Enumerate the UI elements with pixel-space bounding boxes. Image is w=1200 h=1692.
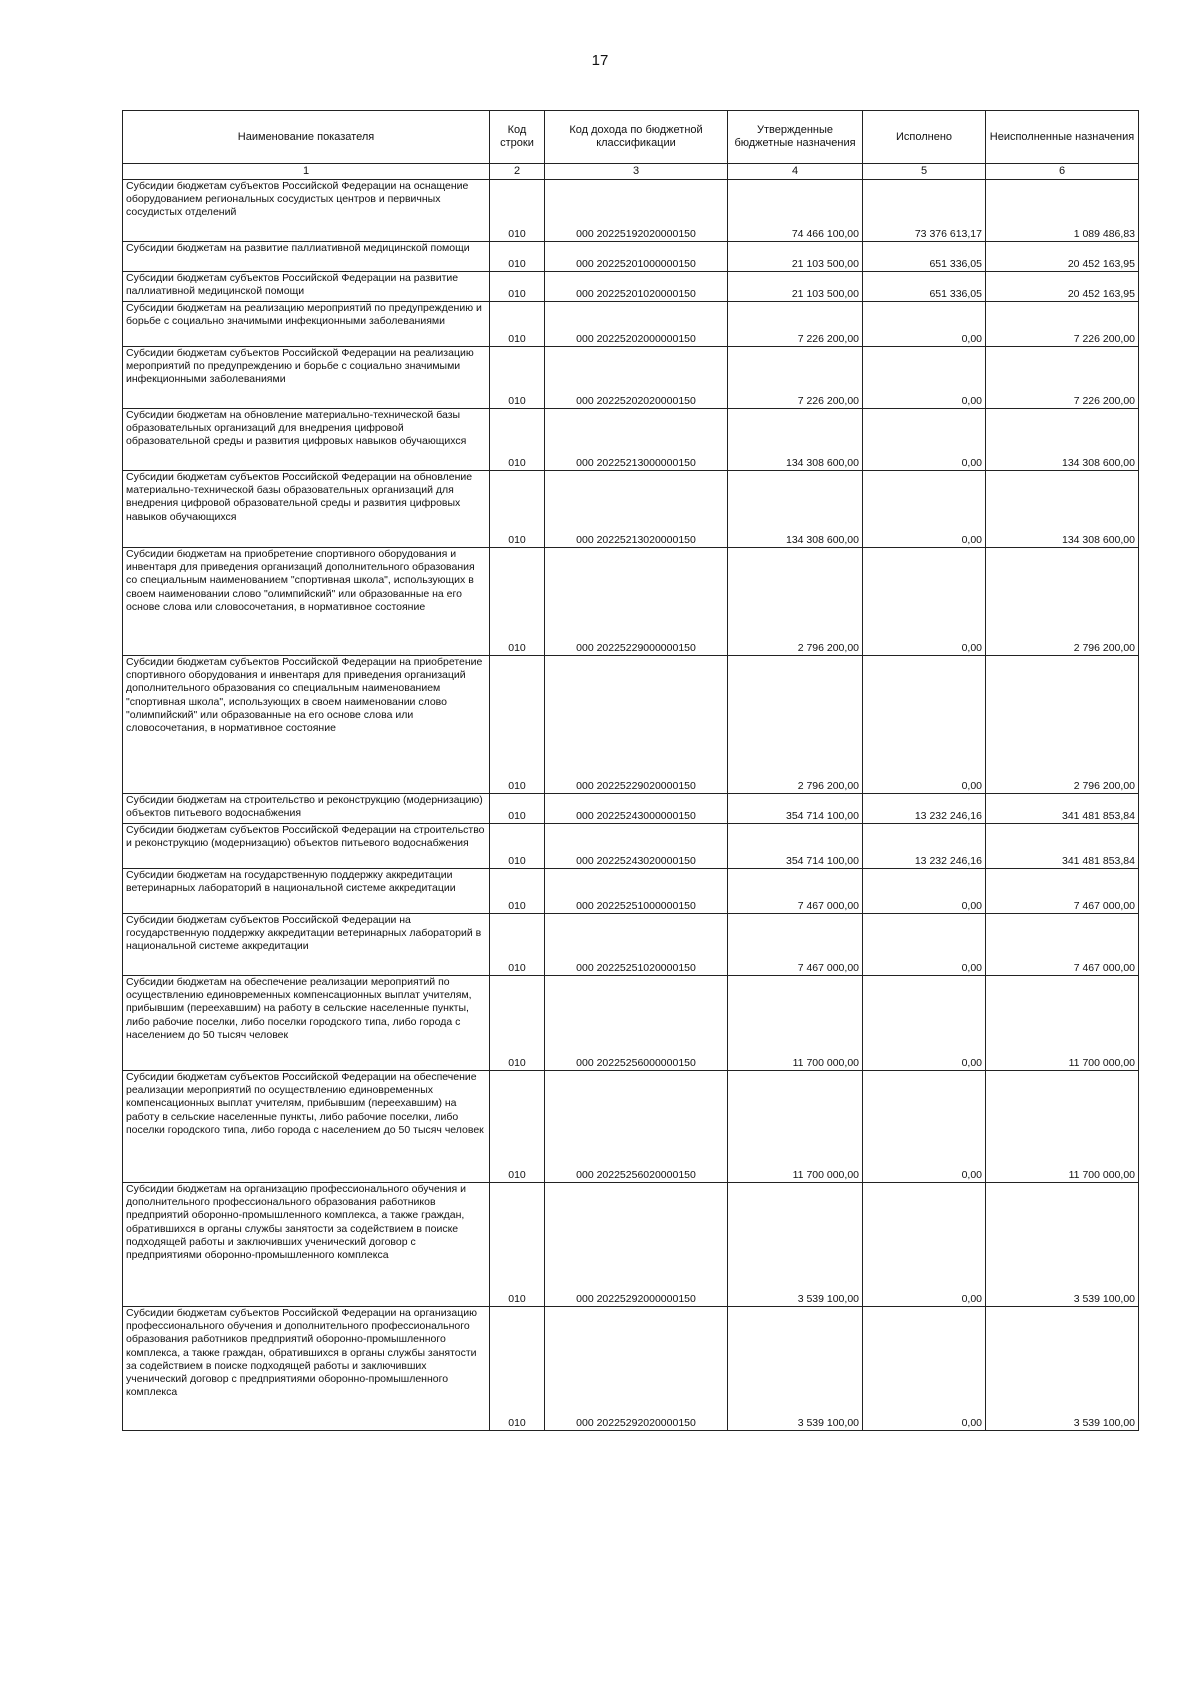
- approved-amount: 7 226 200,00: [728, 302, 863, 347]
- table-row: [123, 242, 1139, 272]
- table-row: [123, 471, 1139, 548]
- row-code: 010: [490, 347, 545, 409]
- table-row: [123, 794, 1139, 824]
- table-header-row: [123, 111, 1139, 164]
- table-row: [123, 302, 1139, 347]
- unexecuted-amount: 7 226 200,00: [986, 302, 1139, 347]
- unexecuted-amount: 341 481 853,84: [986, 794, 1139, 824]
- table-row: [123, 180, 1139, 242]
- row-code: 010: [490, 914, 545, 976]
- income-code: 000 20225192020000150: [545, 180, 728, 242]
- executed-amount: 0,00: [863, 347, 986, 409]
- column-number: 1: [123, 164, 490, 180]
- table-row: [123, 1183, 1139, 1307]
- row-code: 010: [490, 1307, 545, 1431]
- executed-amount: 0,00: [863, 1071, 986, 1183]
- row-name: Субсидии бюджетам субъектов Российской Федерации на реализацию мероприятий по предупреждению и борьбе с социально значимыми инфекционными заболеваниями: [123, 347, 490, 409]
- income-code: 000 20225256020000150: [545, 1071, 728, 1183]
- approved-amount: 354 714 100,00: [728, 824, 863, 869]
- unexecuted-amount: 11 700 000,00: [986, 1071, 1139, 1183]
- approved-amount: 7 467 000,00: [728, 914, 863, 976]
- table-row: [123, 548, 1139, 656]
- income-code: 000 20225243020000150: [545, 824, 728, 869]
- table-row: [123, 656, 1139, 794]
- unexecuted-amount: 20 452 163,95: [986, 272, 1139, 302]
- page-number: 17: [591, 52, 609, 69]
- executed-amount: 0,00: [863, 471, 986, 548]
- row-name: Субсидии бюджетам на строительство и реконструкцию (модернизацию) объектов питьевого водоснабжения: [123, 794, 490, 824]
- executed-amount: 0,00: [863, 869, 986, 914]
- header-unexecuted: Неисполненные назначения: [986, 111, 1139, 164]
- column-number: 2: [490, 164, 545, 180]
- unexecuted-amount: 3 539 100,00: [986, 1183, 1139, 1307]
- executed-amount: 0,00: [863, 976, 986, 1071]
- income-code: 000 20225251000000150: [545, 869, 728, 914]
- approved-amount: 2 796 200,00: [728, 548, 863, 656]
- unexecuted-amount: 134 308 600,00: [986, 471, 1139, 548]
- row-name: Субсидии бюджетам на реализацию мероприятий по предупреждению и борьбе с социально значимыми инфекционными заболеваниями: [123, 302, 490, 347]
- unexecuted-amount: 7 467 000,00: [986, 914, 1139, 976]
- executed-amount: 0,00: [863, 548, 986, 656]
- unexecuted-amount: 20 452 163,95: [986, 242, 1139, 272]
- row-code: 010: [490, 1071, 545, 1183]
- table-row: [123, 1307, 1139, 1431]
- row-name: Субсидии бюджетам субъектов Российской Федерации на государственную поддержку аккредитации ветеринарных лабораторий в национальной системе аккредитации: [123, 914, 490, 976]
- row-name: Субсидии бюджетам субъектов Российской Федерации на строительство и реконструкцию (модернизацию) объектов питьевого водоснабжения: [123, 824, 490, 869]
- income-code: 000 20225213020000150: [545, 471, 728, 548]
- column-number: 4: [728, 164, 863, 180]
- row-code: 010: [490, 180, 545, 242]
- row-code: 010: [490, 409, 545, 471]
- income-code: 000 20225229020000150: [545, 656, 728, 794]
- executed-amount: 0,00: [863, 914, 986, 976]
- table-row: [123, 914, 1139, 976]
- unexecuted-amount: 341 481 853,84: [986, 824, 1139, 869]
- approved-amount: 74 466 100,00: [728, 180, 863, 242]
- executed-amount: 651 336,05: [863, 242, 986, 272]
- row-code: 010: [490, 869, 545, 914]
- header-income-code: Код дохода по бюджетной классификации: [545, 111, 728, 164]
- table-body: [123, 180, 1139, 1431]
- row-name: Субсидии бюджетам субъектов Российской Федерации на организацию профессионального обучения и дополнительного профессионального образования работников предприятий оборонно-промышленного комплекса, а также граждан, обратившихся в органы службы занятости за содействием в поиске подходящей работы и заключивших ученический договор с предприятиями оборонно-промышленного комплекса: [123, 1307, 490, 1431]
- row-code: 010: [490, 976, 545, 1071]
- unexecuted-amount: 7 226 200,00: [986, 347, 1139, 409]
- approved-amount: 3 539 100,00: [728, 1307, 863, 1431]
- approved-amount: 11 700 000,00: [728, 1071, 863, 1183]
- row-code: 010: [490, 272, 545, 302]
- table-row: [123, 976, 1139, 1071]
- income-code: 000 20225229000000150: [545, 548, 728, 656]
- income-code: 000 20225292000000150: [545, 1183, 728, 1307]
- table-row: [123, 347, 1139, 409]
- income-code: 000 20225243000000150: [545, 794, 728, 824]
- row-name: Субсидии бюджетам на развитие паллиативной медицинской помощи: [123, 242, 490, 272]
- table-row: [123, 869, 1139, 914]
- income-code: 000 20225202020000150: [545, 347, 728, 409]
- row-name: Субсидии бюджетам субъектов Российской Федерации на развитие паллиативной медицинской помощи: [123, 272, 490, 302]
- row-code: 010: [490, 302, 545, 347]
- column-number: 5: [863, 164, 986, 180]
- income-code: 000 20225251020000150: [545, 914, 728, 976]
- approved-amount: 354 714 100,00: [728, 794, 863, 824]
- approved-amount: 2 796 200,00: [728, 656, 863, 794]
- column-number: 6: [986, 164, 1139, 180]
- row-code: 010: [490, 656, 545, 794]
- unexecuted-amount: 2 796 200,00: [986, 548, 1139, 656]
- executed-amount: 0,00: [863, 656, 986, 794]
- approved-amount: 7 467 000,00: [728, 869, 863, 914]
- row-name: Субсидии бюджетам субъектов Российской Федерации на обеспечение реализации мероприятий по осуществлению единовременных компенсационных выплат учителям, прибывшим (переехавшим) на работу в сельские населенные пункты, либо рабочие поселки, либо поселки городского типа, либо города с населением до 50 тысяч человек: [123, 1071, 490, 1183]
- row-name: Субсидии бюджетам субъектов Российской Федерации на обновление материально-технической базы образовательных организаций для внедрения цифровой образовательной среды и развития цифровых навыков обучающихся: [123, 471, 490, 548]
- unexecuted-amount: 11 700 000,00: [986, 976, 1139, 1071]
- header-name: Наименование показателя: [123, 111, 490, 164]
- unexecuted-amount: 7 467 000,00: [986, 869, 1139, 914]
- header-approved: Утвержденные бюджетные назначения: [728, 111, 863, 164]
- table-row: [123, 1071, 1139, 1183]
- executed-amount: 651 336,05: [863, 272, 986, 302]
- column-number-row: [123, 164, 1139, 180]
- header-row-code: Код строки: [490, 111, 545, 164]
- table-row: [123, 409, 1139, 471]
- row-code: 010: [490, 1183, 545, 1307]
- table-row: [123, 824, 1139, 869]
- approved-amount: 21 103 500,00: [728, 242, 863, 272]
- approved-amount: 7 226 200,00: [728, 347, 863, 409]
- row-code: 010: [490, 794, 545, 824]
- row-name: Субсидии бюджетам на приобретение спортивного оборудования и инвентаря для приведения организаций дополнительного образования со специальным наименованием "спортивная школа", использующих в своем наименовании слово "олимпийский" или образованные на его основе слова или словосочетания, в нормативное состояние: [123, 548, 490, 656]
- row-name: Субсидии бюджетам на обновление материально-технической базы образовательных организаций для внедрения цифровой образовательной среды и развития цифровых навыков обучающихся: [123, 409, 490, 471]
- unexecuted-amount: 3 539 100,00: [986, 1307, 1139, 1431]
- row-code: 010: [490, 471, 545, 548]
- approved-amount: 134 308 600,00: [728, 409, 863, 471]
- approved-amount: 21 103 500,00: [728, 272, 863, 302]
- row-name: Субсидии бюджетам субъектов Российской Федерации на приобретение спортивного оборудования и инвентаря для приведения организаций дополнительного образования со специальным наименованием "спортивная школа", использующих в своем наименовании слово "олимпийский" или образованные на его основе слова или словосочетания, в нормативное состояние: [123, 656, 490, 794]
- executed-amount: 13 232 246,16: [863, 824, 986, 869]
- income-code: 000 20225256000000150: [545, 976, 728, 1071]
- approved-amount: 11 700 000,00: [728, 976, 863, 1071]
- row-name: Субсидии бюджетам на государственную поддержку аккредитации ветеринарных лабораторий в национальной системе аккредитации: [123, 869, 490, 914]
- income-code: 000 20225201000000150: [545, 242, 728, 272]
- income-code: 000 20225201020000150: [545, 272, 728, 302]
- table-row: [123, 272, 1139, 302]
- executed-amount: 13 232 246,16: [863, 794, 986, 824]
- income-code: 000 20225202000000150: [545, 302, 728, 347]
- unexecuted-amount: 1 089 486,83: [986, 180, 1139, 242]
- executed-amount: 73 376 613,17: [863, 180, 986, 242]
- row-code: 010: [490, 548, 545, 656]
- row-code: 010: [490, 824, 545, 869]
- approved-amount: 134 308 600,00: [728, 471, 863, 548]
- executed-amount: 0,00: [863, 1307, 986, 1431]
- executed-amount: 0,00: [863, 1183, 986, 1307]
- income-code: 000 20225292020000150: [545, 1307, 728, 1431]
- unexecuted-amount: 134 308 600,00: [986, 409, 1139, 471]
- row-code: 010: [490, 242, 545, 272]
- header-executed: Исполнено: [863, 111, 986, 164]
- row-name: Субсидии бюджетам на организацию профессионального обучения и дополнительного профессионального образования работников предприятий оборонно-промышленного комплекса, а также граждан, обратившихся в органы службы занятости за содействием в поиске подходящей работы и заключивших ученический договор с предприятиями оборонно-промышленного комплекса: [123, 1183, 490, 1307]
- executed-amount: 0,00: [863, 302, 986, 347]
- approved-amount: 3 539 100,00: [728, 1183, 863, 1307]
- income-code: 000 20225213000000150: [545, 409, 728, 471]
- row-name: Субсидии бюджетам на обеспечение реализации мероприятий по осуществлению единовременных компенсационных выплат учителям, прибывшим (переехавшим) на работу в сельские населенные пункты, либо рабочие поселки, либо поселки городского типа, либо города с населением до 50 тысяч человек: [123, 976, 490, 1071]
- executed-amount: 0,00: [863, 409, 986, 471]
- row-name: Субсидии бюджетам субъектов Российской Федерации на оснащение оборудованием региональных сосудистых центров и первичных сосудистых отделений: [123, 180, 490, 242]
- unexecuted-amount: 2 796 200,00: [986, 656, 1139, 794]
- column-number: 3: [545, 164, 728, 180]
- budget-report-table: [122, 110, 1139, 1431]
